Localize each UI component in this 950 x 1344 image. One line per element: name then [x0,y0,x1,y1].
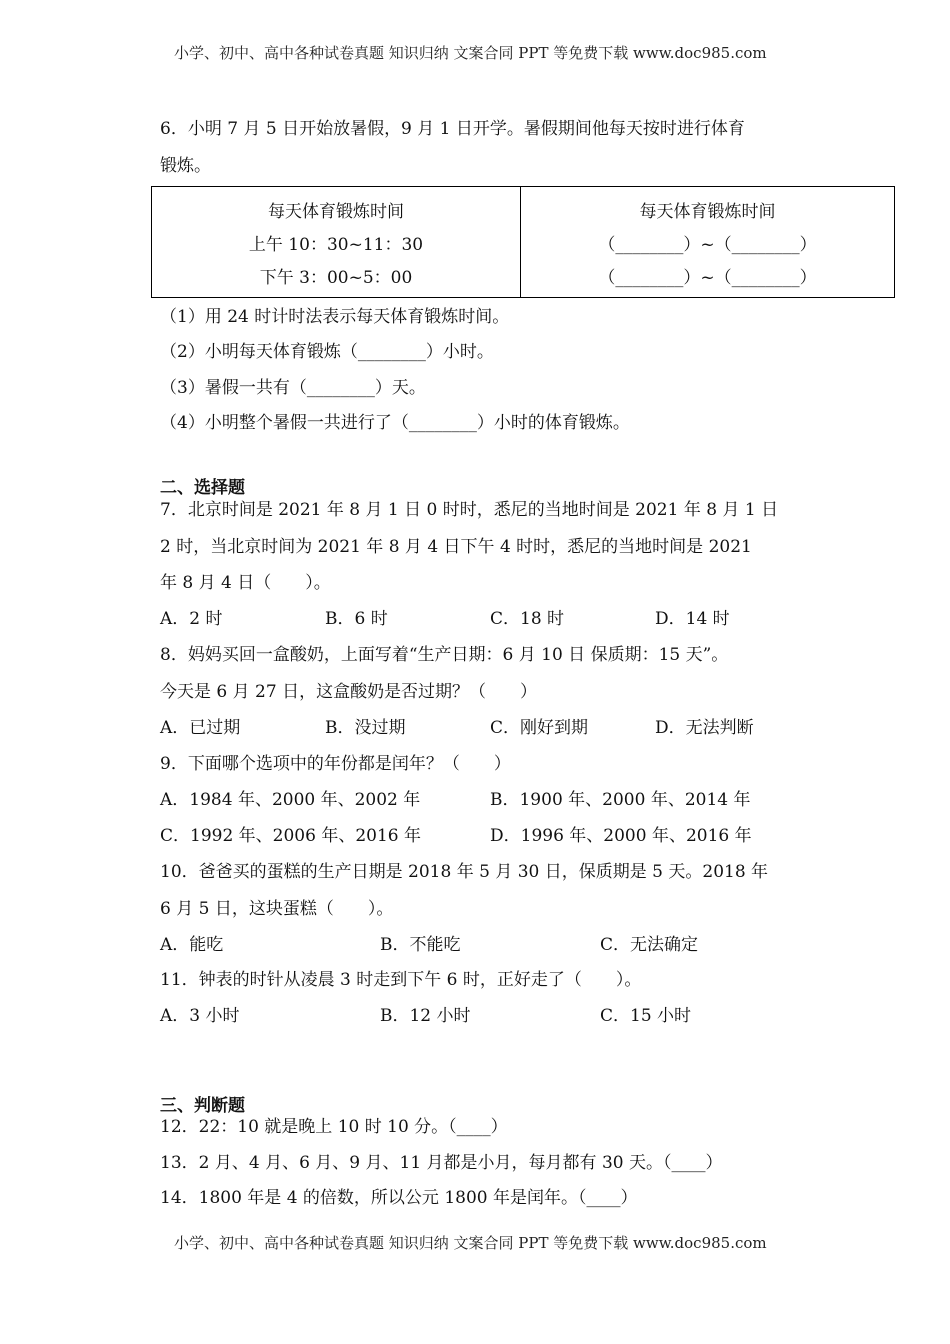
q9-option-b[interactable]: B．1900 年、2000 年、2014 年 [490,790,751,810]
q6-sub1: （1）用 24 时计时法表示每天体育锻炼时间。 [160,307,510,327]
q9-option-d[interactable]: D．1996 年、2000 年、2016 年 [490,826,752,846]
q6-sub2: （2）小明每天体育锻炼（________）小时。 [160,342,494,362]
page-header: 小学、初中、高中各种试卷真题 知识归纳 文案合同 PPT 等免费下载 www.doc985.com [174,44,767,62]
q8-option-d[interactable]: D．无法判断 [655,718,754,738]
q8-option-c[interactable]: C．刚好到期 [490,718,589,738]
q10-option-a[interactable]: A．能吃 [160,935,224,955]
q9-line1: 9．下面哪个选项中的年份都是闰年？（ ） [160,754,511,774]
table-cell-right [521,187,894,297]
q11-option-c[interactable]: C．15 小时 [600,1006,692,1026]
section-3-title: 三、判断题 [160,1096,245,1116]
section-2-title: 二、选择题 [160,478,245,498]
q10-line1: 10．爸爸买的蛋糕的生产日期是 2018 年 5 月 30 日，保质期是 5 天。2018 年 [160,862,769,882]
q8-line1: 8．妈妈买回一盒酸奶，上面写着“生产日期：6 月 10 日 保质期：15 天”。 [160,645,729,665]
q6-sub3: （3）暑假一共有（________）天。 [160,378,426,398]
table-left-row2: 下午 3：00~5：00 [259,268,413,288]
q6-sub4: （4）小明整个暑假一共进行了（________）小时的体育锻炼。 [160,413,630,433]
q6-line1: 6．小明 7 月 5 日开始放暑假，9 月 1 日开学。暑假期间他每天按时进行体育 [160,119,745,139]
exercise-time-table [151,186,895,298]
q8-option-a[interactable]: A．已过期 [160,718,241,738]
q11-option-b[interactable]: B．12 小时 [380,1006,471,1026]
q8-option-b[interactable]: B．没过期 [325,718,406,738]
q11-option-a[interactable]: A．3 小时 [160,1006,240,1026]
q8-line2: 今天是 6 月 27 日，这盒酸奶是否过期？（ ） [160,682,538,702]
q6-line2: 锻炼。 [160,156,211,176]
q7-line2: 2 时，当北京时间为 2021 年 8 月 4 日下午 4 时时，悉尼的当地时间是 2021 [160,537,752,557]
q7-option-c[interactable]: C．18 时 [490,609,565,629]
q7-option-d[interactable]: D．14 时 [655,609,730,629]
q10-option-b[interactable]: B．不能吃 [380,935,461,955]
q14: 14．1800 年是 4 的倍数，所以公元 1800 年是闰年。（____） [160,1188,638,1208]
q10-option-c[interactable]: C．无法确定 [600,935,699,955]
table-left-row1: 上午 10：30~11：30 [248,235,424,255]
q9-option-a[interactable]: A．1984 年、2000 年、2002 年 [160,790,421,810]
q7-option-a[interactable]: A．2 时 [160,609,223,629]
q9-option-c[interactable]: C．1992 年、2006 年、2016 年 [160,826,422,846]
q11-line1: 11．钟表的时针从凌晨 3 时走到下午 6 时，正好走了（ ）。 [160,970,642,990]
q7-line1: 7．北京时间是 2021 年 8 月 1 日 0 时时，悉尼的当地时间是 2021 年 8 月 1 日 [160,500,779,520]
q7-option-b[interactable]: B．6 时 [325,609,388,629]
q13: 13．2 月、4 月、6 月、9 月、11 月都是小月，每月都有 30 天。（____） [160,1153,723,1173]
table-right-row1[interactable]: （________）~（________） [598,235,817,255]
table-left-title: 每天体育锻炼时间 [268,202,404,222]
q7-line3: 年 8 月 4 日（ ）。 [160,573,331,593]
q12: 12．22：10 就是晚上 10 时 10 分。（____） [160,1117,508,1137]
table-cell-left [152,187,521,297]
table-right-row2[interactable]: （________）~（________） [598,268,817,288]
q10-line2: 6 月 5 日，这块蛋糕（ ）。 [160,899,394,919]
page-footer: 小学、初中、高中各种试卷真题 知识归纳 文案合同 PPT 等免费下载 www.doc985.com [174,1234,767,1252]
table-right-title: 每天体育锻炼时间 [639,202,776,222]
